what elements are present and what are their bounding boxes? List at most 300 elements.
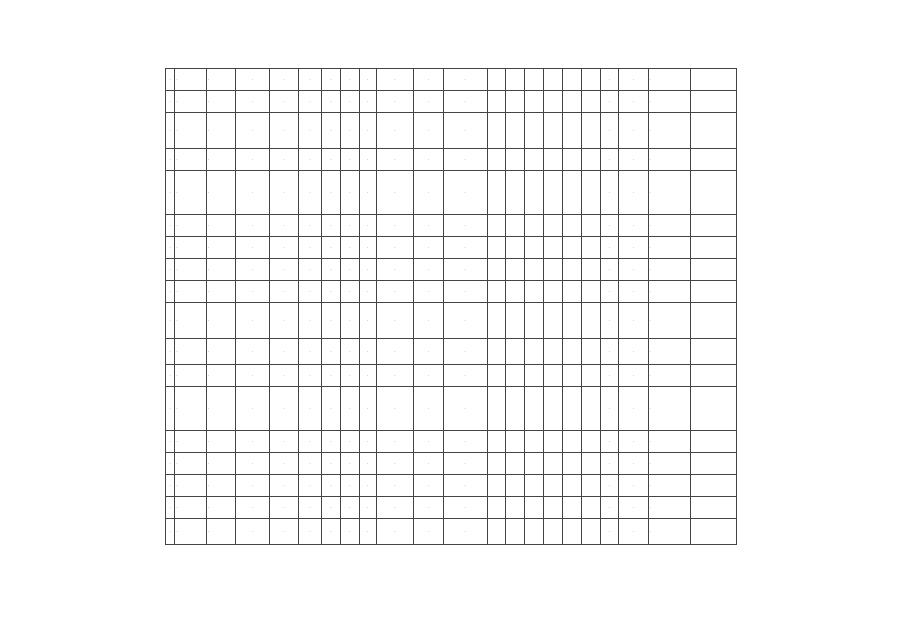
table-cell (562, 365, 581, 387)
table-cell: - (236, 303, 270, 339)
table-cell: - (414, 497, 443, 519)
table-cell: - (166, 365, 175, 387)
table-cell: - (206, 387, 235, 431)
table-cell: - (648, 453, 690, 475)
table-cell: - (166, 387, 175, 431)
table-cell: - (269, 69, 298, 91)
table-cell (506, 149, 525, 171)
table-cell (525, 453, 544, 475)
table-cell: - (322, 431, 341, 453)
table-cell (525, 497, 544, 519)
table-cell (525, 281, 544, 303)
table-cell: - (206, 453, 235, 475)
table-cell: - (166, 339, 175, 365)
table-cell: - (414, 453, 443, 475)
table-cell: - (359, 497, 376, 519)
table-cell: - (600, 113, 619, 149)
table-cell: - (206, 113, 235, 149)
table-cell: - (648, 149, 690, 171)
table-cell: - (648, 497, 690, 519)
table-cell (544, 475, 563, 497)
table-cell (506, 303, 525, 339)
table-cell: - (376, 339, 414, 365)
table-cell: - (269, 215, 298, 237)
table-cell: - (340, 281, 359, 303)
table-cell: - (414, 113, 443, 149)
table-cell (581, 171, 600, 215)
table-cell (690, 281, 736, 303)
table-cell (506, 171, 525, 215)
table-cell (487, 171, 506, 215)
table-cell (690, 431, 736, 453)
table-cell: - (600, 259, 619, 281)
table-cell (487, 431, 506, 453)
table-cell: - (359, 519, 376, 545)
table-cell: - (619, 453, 648, 475)
table-cell: - (600, 69, 619, 91)
table-cell: - (340, 171, 359, 215)
table-cell: - (269, 497, 298, 519)
table-cell: - (236, 149, 270, 171)
table-cell (525, 475, 544, 497)
table-row (166, 113, 737, 149)
table-cell: - (600, 519, 619, 545)
table-cell: - (236, 171, 270, 215)
table-cell: - (206, 281, 235, 303)
table-cell (562, 475, 581, 497)
table-cell: - (340, 303, 359, 339)
table-cell: - (376, 475, 414, 497)
table-cell: - (322, 387, 341, 431)
table-row (166, 475, 737, 497)
table-cell: - (299, 149, 322, 171)
table-cell: - (269, 303, 298, 339)
table-cell: - (648, 303, 690, 339)
table-cell (562, 237, 581, 259)
table-cell (690, 387, 736, 431)
table-cell (487, 475, 506, 497)
table-cell (506, 113, 525, 149)
table-cell: - (299, 259, 322, 281)
table-cell (544, 237, 563, 259)
table-cell: - (206, 149, 235, 171)
table-cell: - (166, 113, 175, 149)
table-cell: - (648, 113, 690, 149)
table-cell (544, 365, 563, 387)
table-cell: - (600, 365, 619, 387)
table-cell: - (236, 91, 270, 113)
table-cell: - (269, 339, 298, 365)
table-cell (525, 365, 544, 387)
table-cell (544, 281, 563, 303)
table-cell: - (299, 215, 322, 237)
table-cell: - (206, 215, 235, 237)
table-cell: - (299, 69, 322, 91)
table-cell (581, 69, 600, 91)
table-cell: - (322, 453, 341, 475)
table-cell (487, 91, 506, 113)
table-cell (562, 303, 581, 339)
table-cell: - (322, 69, 341, 91)
table-cell (487, 215, 506, 237)
table-cell: - (175, 215, 206, 237)
table-cell: - (443, 171, 487, 215)
table-cell: - (443, 431, 487, 453)
table-cell: - (340, 519, 359, 545)
table-cell (562, 259, 581, 281)
table-cell: - (359, 113, 376, 149)
table-cell: - (600, 387, 619, 431)
table-cell: - (236, 519, 270, 545)
table-cell: - (619, 237, 648, 259)
table-cell (690, 171, 736, 215)
table-cell: - (340, 475, 359, 497)
table-cell: - (359, 281, 376, 303)
table-cell: - (359, 215, 376, 237)
table-cell: - (443, 519, 487, 545)
table-cell: - (322, 113, 341, 149)
table-cell: - (376, 519, 414, 545)
table-cell (544, 497, 563, 519)
table-cell: - (443, 303, 487, 339)
table-cell: - (206, 475, 235, 497)
table-cell (544, 113, 563, 149)
table-cell: - (166, 171, 175, 215)
table-cell: - (206, 519, 235, 545)
table-cell: - (269, 91, 298, 113)
table-cell: - (414, 519, 443, 545)
table-cell (525, 339, 544, 365)
table-cell: - (619, 281, 648, 303)
table-cell (544, 91, 563, 113)
table-cell (506, 475, 525, 497)
table-cell: - (166, 475, 175, 497)
table-cell: - (175, 497, 206, 519)
table-cell: - (600, 497, 619, 519)
table-cell (581, 113, 600, 149)
table-row (166, 281, 737, 303)
table-cell (506, 215, 525, 237)
table-cell (690, 259, 736, 281)
table-cell (690, 475, 736, 497)
table-cell: - (322, 171, 341, 215)
table-cell: - (322, 215, 341, 237)
table-cell (562, 387, 581, 431)
table-cell (690, 215, 736, 237)
table-cell: - (376, 69, 414, 91)
table-cell: - (376, 113, 414, 149)
table-cell: - (299, 519, 322, 545)
table-cell: - (619, 497, 648, 519)
table-cell: - (269, 387, 298, 431)
table-cell: - (414, 365, 443, 387)
table-cell: - (359, 237, 376, 259)
table-cell: - (299, 475, 322, 497)
table-cell: - (443, 69, 487, 91)
table-cell: - (206, 339, 235, 365)
table-row (166, 365, 737, 387)
table-cell: - (443, 91, 487, 113)
table-cell: - (414, 339, 443, 365)
table-cell (690, 113, 736, 149)
table-cell (581, 339, 600, 365)
table-cell (562, 171, 581, 215)
table-cell: - (236, 69, 270, 91)
table-cell: - (376, 91, 414, 113)
table-cell: - (376, 281, 414, 303)
table-row (166, 519, 737, 545)
table-cell: - (443, 339, 487, 365)
table-cell: - (166, 149, 175, 171)
table-cell: - (340, 431, 359, 453)
table-cell (581, 475, 600, 497)
table-cell (581, 431, 600, 453)
table-cell: - (236, 453, 270, 475)
table-cell: - (443, 149, 487, 171)
table-cell: - (299, 237, 322, 259)
table-cell (506, 259, 525, 281)
table-cell: - (322, 281, 341, 303)
table-cell: - (619, 303, 648, 339)
table-cell: - (175, 113, 206, 149)
table-cell: - (619, 431, 648, 453)
table-cell: - (648, 387, 690, 431)
table-cell (562, 519, 581, 545)
table-cell: - (299, 171, 322, 215)
table-cell: - (166, 519, 175, 545)
table-cell: - (269, 281, 298, 303)
table-cell: - (236, 113, 270, 149)
table-cell: - (269, 171, 298, 215)
table-cell: - (236, 237, 270, 259)
table-cell (581, 237, 600, 259)
table-cell: - (206, 431, 235, 453)
table-cell: - (340, 69, 359, 91)
table-cell (562, 497, 581, 519)
table-cell: - (359, 149, 376, 171)
table-cell (544, 69, 563, 91)
table-cell: - (619, 475, 648, 497)
table-cell: - (340, 113, 359, 149)
table-cell (506, 281, 525, 303)
table-cell (487, 149, 506, 171)
table-cell (487, 113, 506, 149)
table-cell: - (175, 303, 206, 339)
table-cell: - (359, 475, 376, 497)
table-cell: - (175, 91, 206, 113)
table-cell (581, 387, 600, 431)
table-cell: - (299, 303, 322, 339)
table-cell: - (175, 339, 206, 365)
table-cell: - (443, 497, 487, 519)
table-cell: - (376, 303, 414, 339)
table-cell: - (414, 69, 443, 91)
table-cell: - (648, 339, 690, 365)
table-cell: - (299, 431, 322, 453)
table-cell: - (236, 387, 270, 431)
table-cell: - (340, 259, 359, 281)
table-cell (525, 431, 544, 453)
table-row (166, 431, 737, 453)
table-cell (487, 365, 506, 387)
table-cell (525, 69, 544, 91)
table-cell: - (414, 171, 443, 215)
table-cell (487, 497, 506, 519)
table-cell (487, 519, 506, 545)
table-cell: - (340, 339, 359, 365)
table-cell: - (359, 69, 376, 91)
table-cell: - (376, 171, 414, 215)
table-cell: - (322, 91, 341, 113)
table-cell: - (600, 171, 619, 215)
table-cell: - (443, 453, 487, 475)
table-cell (487, 339, 506, 365)
table-cell (581, 303, 600, 339)
table-cell: - (414, 475, 443, 497)
table-cell: - (322, 339, 341, 365)
table-cell (562, 113, 581, 149)
table-cell: - (648, 281, 690, 303)
table-cell (544, 259, 563, 281)
table-cell: - (619, 91, 648, 113)
table-cell: - (340, 365, 359, 387)
table-cell (506, 237, 525, 259)
table-cell: - (236, 365, 270, 387)
table-row (166, 149, 737, 171)
table-cell (581, 215, 600, 237)
table-cell: - (322, 259, 341, 281)
table-cell: - (600, 237, 619, 259)
table-row (166, 497, 737, 519)
table-cell: - (600, 215, 619, 237)
table-cell (487, 259, 506, 281)
table-cell: - (206, 91, 235, 113)
table-cell: - (359, 365, 376, 387)
table-cell (581, 281, 600, 303)
table-cell (487, 237, 506, 259)
table-cell: - (359, 339, 376, 365)
table-cell: - (619, 365, 648, 387)
table-cell: - (414, 215, 443, 237)
table-cell: - (414, 259, 443, 281)
table-cell: - (414, 91, 443, 113)
table-cell: - (376, 149, 414, 171)
table-cell: - (648, 475, 690, 497)
table-cell (506, 365, 525, 387)
table-cell (506, 387, 525, 431)
table-cell: - (166, 453, 175, 475)
table-cell: - (340, 149, 359, 171)
table-cell: - (359, 453, 376, 475)
table-cell: - (269, 365, 298, 387)
table-cell: - (359, 431, 376, 453)
table-cell: - (206, 69, 235, 91)
table-cell: - (299, 387, 322, 431)
table-cell: - (166, 497, 175, 519)
table-cell: - (414, 237, 443, 259)
table-cell: - (443, 365, 487, 387)
table-cell: - (236, 431, 270, 453)
table-row (166, 69, 737, 91)
table-cell (544, 303, 563, 339)
table-cell: - (299, 91, 322, 113)
table-cell: - (166, 215, 175, 237)
table-cell (562, 339, 581, 365)
table-cell: - (322, 519, 341, 545)
table-cell: - (414, 149, 443, 171)
table-cell: - (600, 339, 619, 365)
table-cell: - (648, 171, 690, 215)
table-cell: - (619, 387, 648, 431)
table-cell: - (443, 475, 487, 497)
table-cell: - (175, 475, 206, 497)
table-cell: - (619, 113, 648, 149)
table-cell: - (340, 453, 359, 475)
table-row (166, 387, 737, 431)
table-cell (544, 453, 563, 475)
table-cell (487, 281, 506, 303)
table-cell (525, 171, 544, 215)
table-cell: - (166, 259, 175, 281)
table-cell (506, 497, 525, 519)
table-cell: - (166, 281, 175, 303)
table-cell: - (166, 91, 175, 113)
table-cell: - (166, 303, 175, 339)
table-cell: - (166, 69, 175, 91)
table-cell: - (414, 281, 443, 303)
table-cell: - (269, 113, 298, 149)
table-cell: - (269, 519, 298, 545)
table-cell: - (175, 453, 206, 475)
table-cell (581, 519, 600, 545)
table-cell (562, 91, 581, 113)
table-cell: - (376, 431, 414, 453)
table-cell: - (619, 339, 648, 365)
table-cell: - (376, 387, 414, 431)
table-cell (544, 387, 563, 431)
table-cell: - (299, 339, 322, 365)
table-cell (562, 431, 581, 453)
table-cell (581, 497, 600, 519)
table-cell: - (648, 237, 690, 259)
table-cell: - (443, 237, 487, 259)
table-cell: - (619, 215, 648, 237)
table-cell: - (600, 281, 619, 303)
table-cell: - (166, 431, 175, 453)
table-cell (525, 519, 544, 545)
table-cell: - (443, 113, 487, 149)
table-cell: - (340, 215, 359, 237)
table-cell (690, 303, 736, 339)
table-cell (562, 69, 581, 91)
table-cell: - (299, 281, 322, 303)
table-row (166, 237, 737, 259)
table-cell: - (269, 149, 298, 171)
table-cell (506, 339, 525, 365)
table-cell: - (206, 237, 235, 259)
table-cell: - (600, 475, 619, 497)
table-cell (525, 237, 544, 259)
table-cell: - (359, 387, 376, 431)
table-cell (544, 519, 563, 545)
table-cell: - (376, 259, 414, 281)
table-cell: - (619, 171, 648, 215)
table-cell: - (619, 519, 648, 545)
table-cell (506, 453, 525, 475)
table-cell: - (376, 237, 414, 259)
table-cell: - (322, 475, 341, 497)
table-cell: - (322, 303, 341, 339)
